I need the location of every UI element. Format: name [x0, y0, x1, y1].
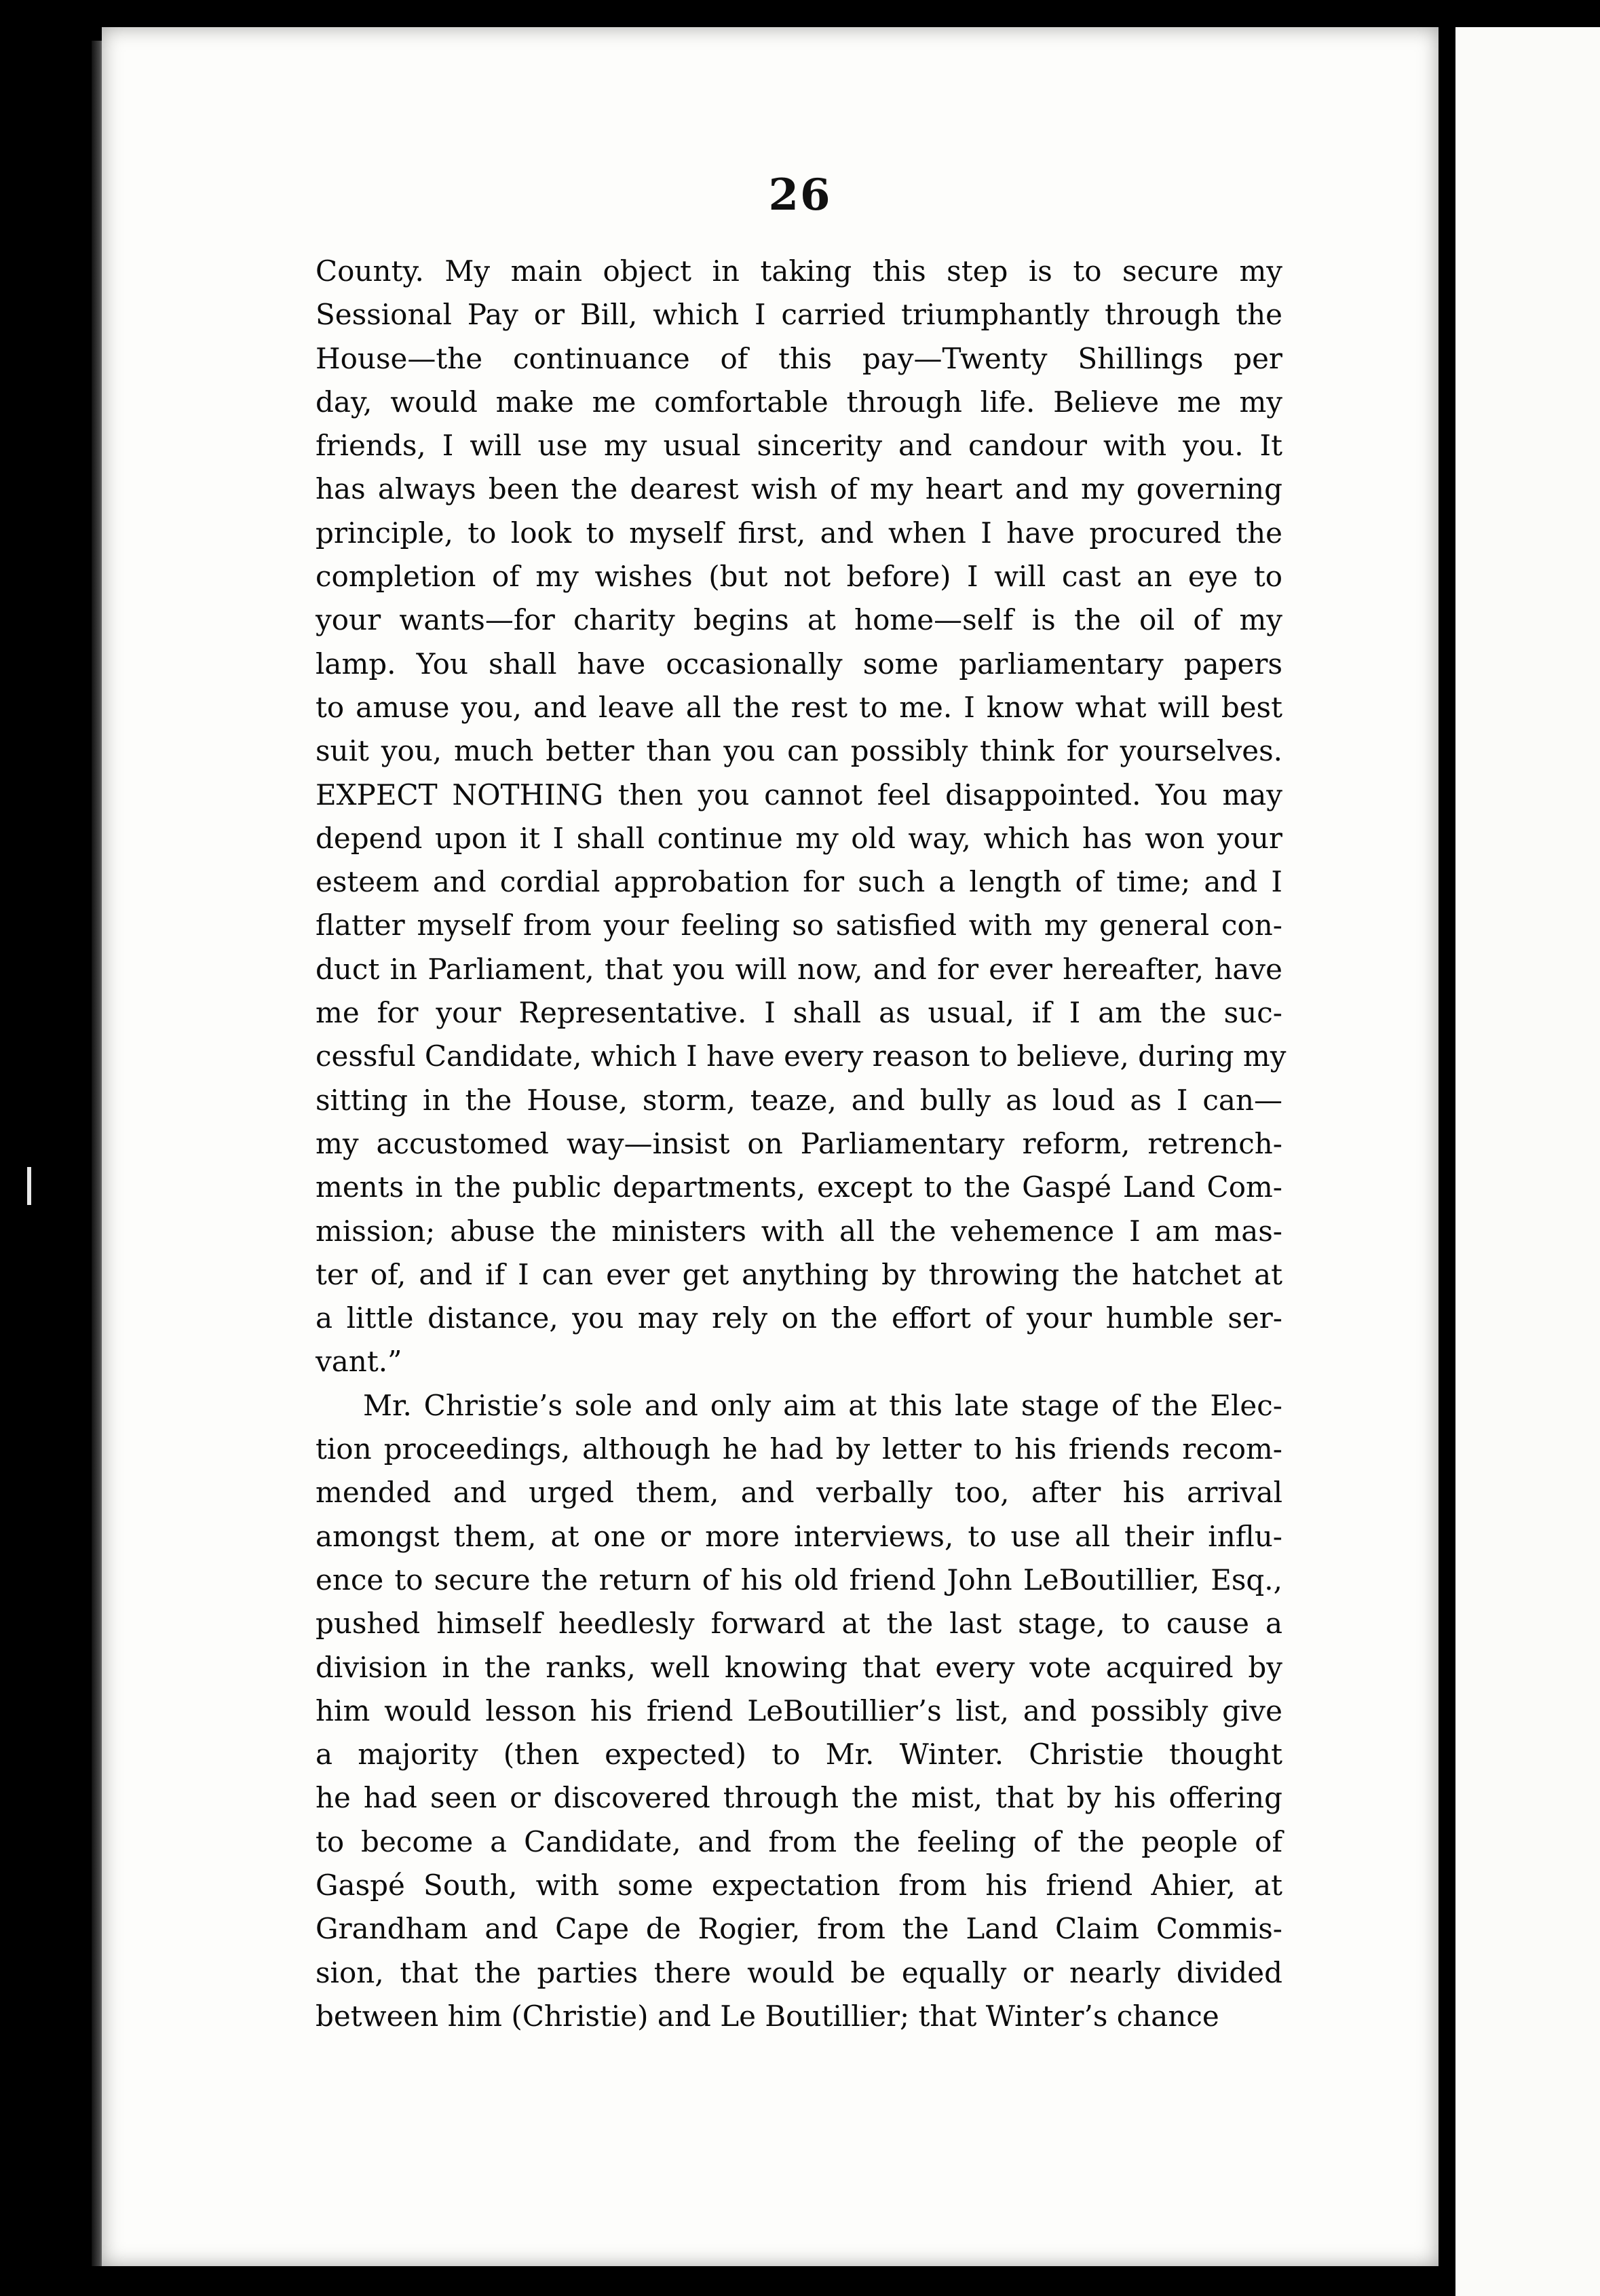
text-line: a majority (then expected) to Mr. Winter. Christie thought	[316, 1738, 1282, 1772]
text-line: Mr. Christie’s sole and only aim at this late stage of the Elec-	[363, 1388, 1282, 1422]
paragraph	[316, 250, 1287, 1384]
text-line: County. My main object in taking this step is to secure my	[316, 254, 1282, 288]
text-line: esteem and cordial approbation for such a length of time; and I	[316, 865, 1282, 899]
text-line: lamp. You shall have occasionally some parliamentary papers	[316, 647, 1282, 681]
text-line: pushed himself heedlesly forward at the last stage, to cause a	[316, 1607, 1282, 1641]
gutter-mark	[27, 1167, 31, 1205]
text-line: cessful Candidate, which I have every reason to believe, during my	[316, 1039, 1287, 1073]
text-line: he had seen or discovered through the mist, that by his offering	[316, 1781, 1282, 1815]
text-line: Sessional Pay or Bill, which I carried triumphantly through the	[316, 298, 1282, 332]
text-line: ments in the public departments, except to the Gaspé Land Com-	[316, 1170, 1282, 1204]
text-line: friends, I will use my usual sincerity and candour with you. It	[316, 429, 1282, 463]
text-line: Gaspé South, with some expectation from his friend Ahier, at	[316, 1868, 1282, 1902]
text-line: tion proceedings, although he had by letter to his friends recom-	[316, 1432, 1282, 1466]
text-line: sitting in the House, storm, teaze, and bully as loud as I can—	[316, 1083, 1282, 1117]
text-line: completion of my wishes (but not before) I will cast an eye to	[316, 560, 1282, 594]
text-line: sion, that the parties there would be equally or nearly divided	[316, 1955, 1282, 1989]
text-line: him would lesson his friend LeBoutillier’s list, and possibly give	[316, 1694, 1282, 1727]
text-line: has always been the dearest wish of my heart and my governing	[316, 472, 1282, 506]
text-line: House—the continuance of this pay—Twenty Shillings per	[316, 341, 1282, 375]
text-line: amongst them, at one or more interviews, to use all their influ-	[316, 1519, 1282, 1553]
text-line: to amuse you, and leave all the rest to me. I know what will best	[316, 690, 1282, 724]
text-line: a little distance, you may rely on the effort of your humble ser-	[316, 1301, 1282, 1335]
page-number: 26	[768, 170, 832, 221]
text-line: EXPECT NOTHING then you cannot feel disappointed. You may	[316, 778, 1282, 811]
text-line: division in the ranks, well knowing that every vote acquired by	[316, 1650, 1282, 1684]
text-line: between him (Christie) and Le Boutillier; that Winter’s chance	[316, 1999, 1219, 2033]
adjacent-page-edge	[1455, 27, 1600, 2296]
text-line: mended and urged them, and verbally too, after his arrival	[316, 1476, 1282, 1510]
body-text	[316, 250, 1287, 2038]
text-line: flatter myself from your feeling so satisfied with my general con-	[316, 908, 1282, 942]
text-line: duct in Parliament, that you will now, and for ever hereafter, have	[316, 952, 1282, 986]
text-line: ence to secure the return of his old friend John LeBoutillier, Esq.,	[316, 1563, 1282, 1596]
text-line: your wants—for charity begins at home—self is the oil of my	[316, 603, 1282, 637]
paragraph	[316, 1384, 1282, 2038]
text-line: depend upon it I shall continue my old way, which has won your	[316, 821, 1282, 855]
text-line: to become a Candidate, and from the feeling of the people of	[316, 1824, 1282, 1858]
text-line: ter of, and if I can ever get anything by throwing the hatchet at	[316, 1257, 1282, 1291]
text-line: vant.”	[316, 1345, 402, 1379]
text-line: my accustomed way—insist on Parliamentary reform, retrench-	[316, 1126, 1282, 1160]
text-line: Grandham and Cape de Rogier, from the Land Claim Commis-	[316, 1912, 1282, 1946]
text-line: mission; abuse the ministers with all the vehemence I am mas-	[316, 1214, 1282, 1248]
text-line: suit you, much better than you can possibly think for yourselves.	[316, 734, 1282, 768]
text-line: day, would make me comfortable through life. Believe me my	[316, 385, 1282, 419]
text-line: principle, to look to myself first, and when I have procured the	[316, 516, 1282, 550]
text-line: me for your Representative. I shall as usual, if I am the suc-	[316, 996, 1282, 1030]
